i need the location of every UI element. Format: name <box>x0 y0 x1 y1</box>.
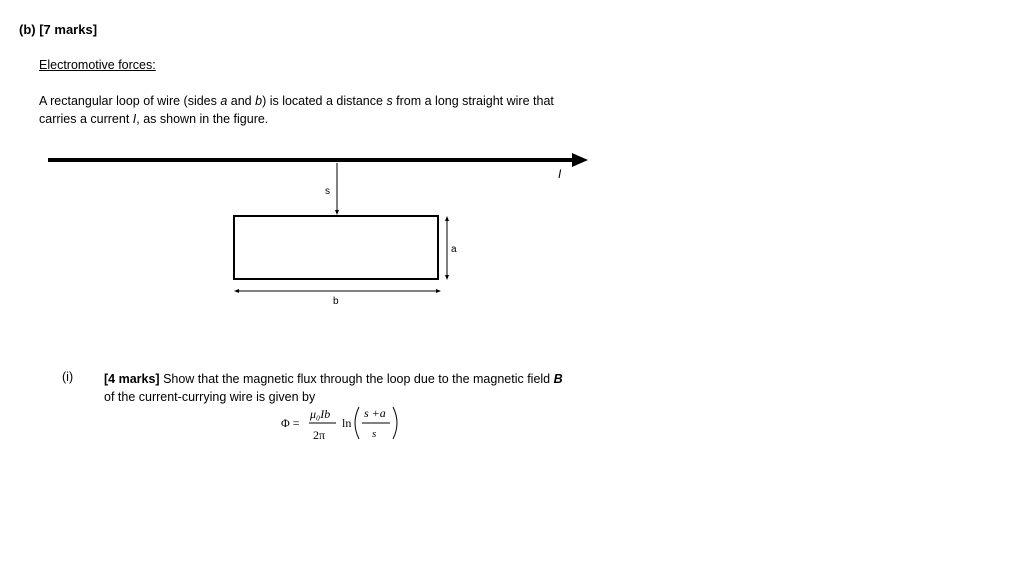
part-i-marks: [4 marks] <box>104 372 160 386</box>
formula-numerator: μ₀Ib <box>310 407 331 421</box>
section-title: Electromotive forces: <box>39 58 156 72</box>
intro-text-4: from a long straight wire that <box>392 94 554 108</box>
formula-inner-numerator: s +a <box>364 406 386 420</box>
intro-text-2: and <box>227 94 256 108</box>
side-a-arrow-bottom <box>445 275 449 280</box>
question-heading: (b) [7 marks] <box>19 22 98 37</box>
intro-var-a: a <box>220 94 228 108</box>
intro-line2-pre: carries a current <box>39 112 133 126</box>
intro-line2-post: , as shown in the figure. <box>136 112 269 126</box>
intro-var-s: s <box>386 94 393 108</box>
side-b-arrow-left <box>234 289 239 293</box>
intro-text-1: A rectangular loop of wire (sides <box>39 94 221 108</box>
distance-s-arrowhead <box>335 210 339 215</box>
formula-denominator: 2π <box>313 428 326 442</box>
intro-text-3: ) is located a distance <box>262 94 387 108</box>
formula-left-paren <box>355 407 359 439</box>
part-i-line1: Show that the magnetic flux through the loop due to the magnetic field <box>159 372 554 386</box>
intro-var-b: b <box>255 94 263 108</box>
formula-ln: ln <box>342 416 352 430</box>
distance-s-label: s <box>325 186 330 197</box>
formula-inner-denominator: s <box>372 428 377 440</box>
side-b-arrow-right <box>436 289 441 293</box>
rectangular-loop <box>234 216 438 279</box>
flux-formula <box>276 402 416 444</box>
current-label: I <box>558 167 562 181</box>
current-arrowhead <box>572 153 588 167</box>
side-a-arrow-top <box>445 216 449 221</box>
side-a-label: a <box>451 244 457 255</box>
formula-phi: Φ = <box>281 416 300 430</box>
formula-right-paren <box>393 407 397 439</box>
part-i-line2: of the current-currying wire is given by <box>104 390 316 404</box>
part-i-text <box>104 370 563 406</box>
part-i-number: (i) <box>62 370 74 384</box>
intro-var-I: I <box>132 112 137 126</box>
part-i-field-symbol: B <box>553 372 563 386</box>
side-b-label: b <box>333 296 339 307</box>
